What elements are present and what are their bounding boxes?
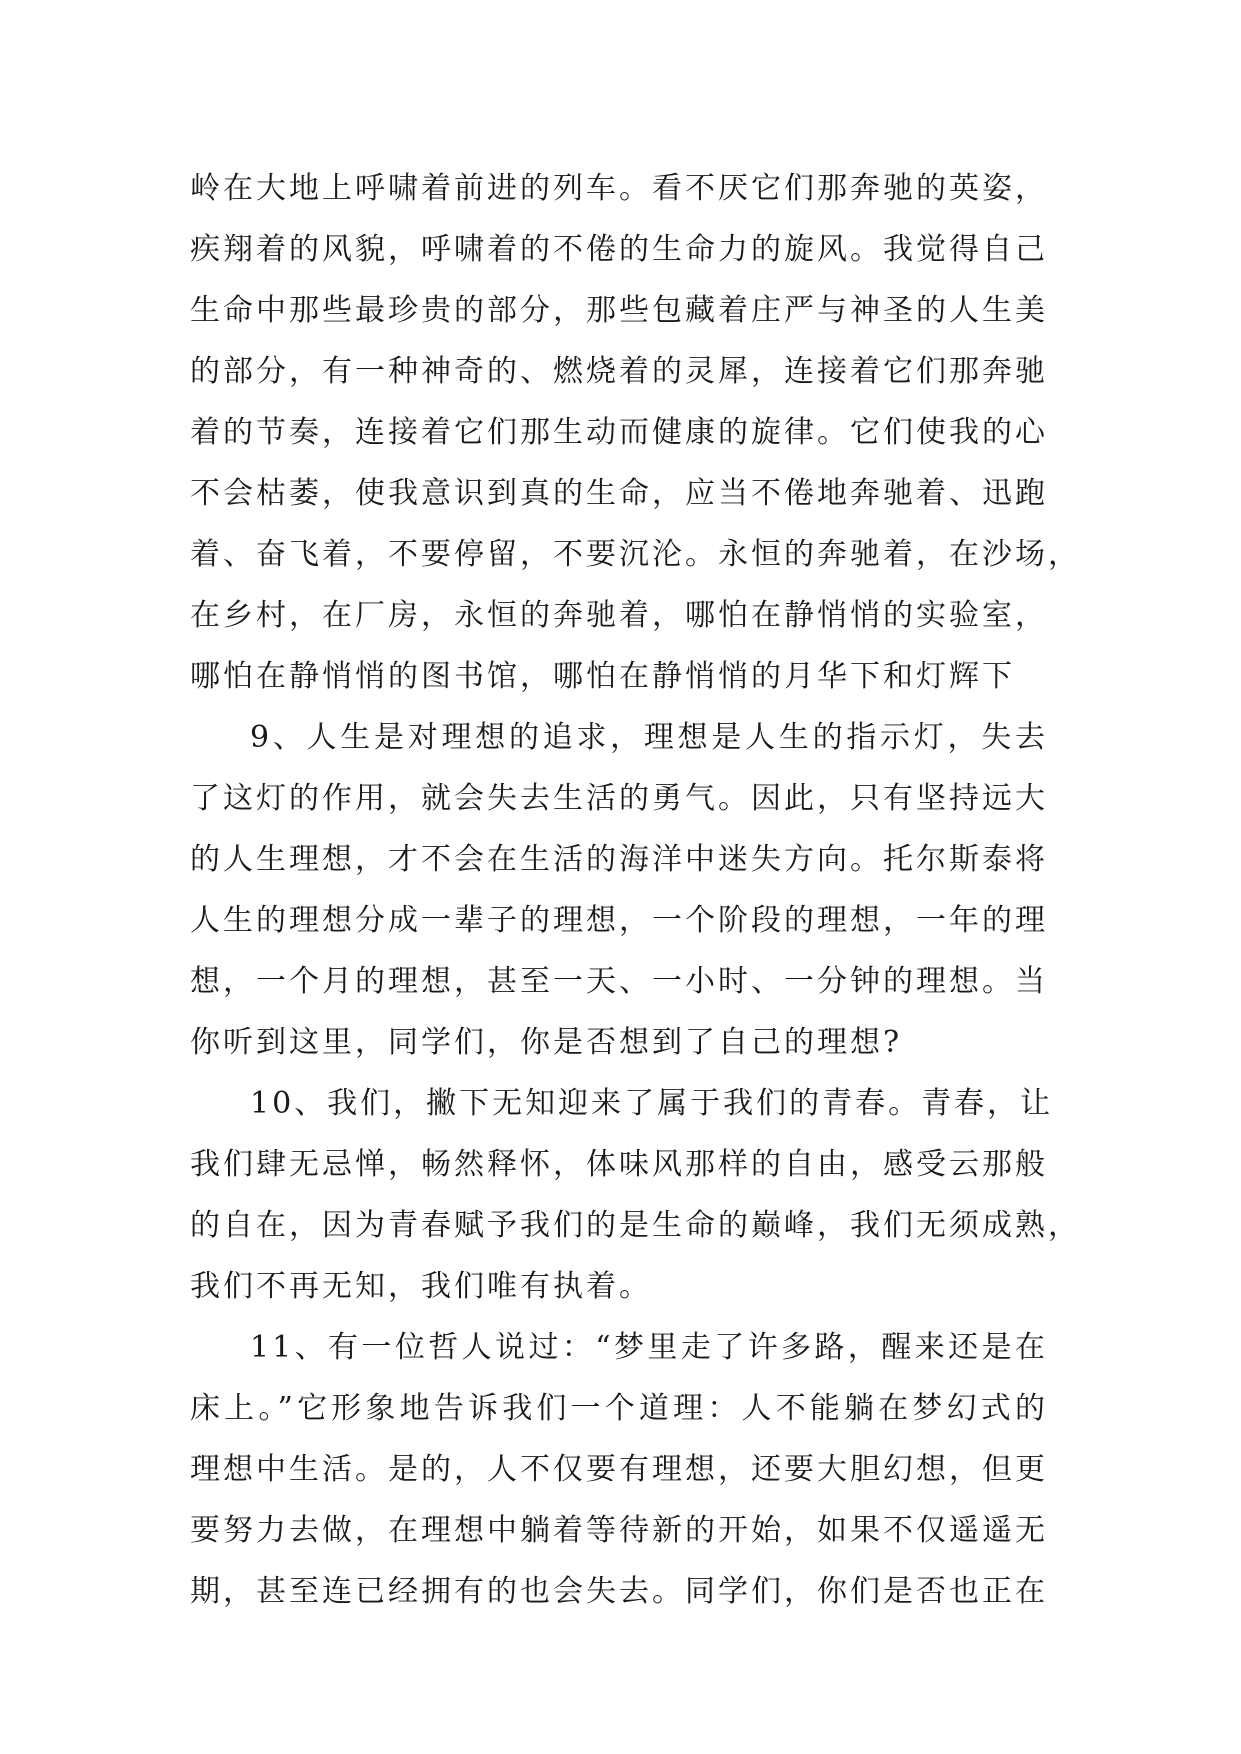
text-line: 你听到这里，同学们，你是否想到了自己的理想?: [190, 1025, 903, 1060]
text-line: 哪怕在静悄悄的图书馆，哪怕在静悄悄的月华下和灯辉下: [190, 659, 1015, 694]
paragraph-9: [190, 707, 1048, 1073]
text-line: 疾翔着的风貌，呼啸着的不倦的生命力的旋风。我觉得自己: [190, 232, 1048, 267]
text-line: 想，一个月的理想，甚至一天、一小时、一分钟的理想。当: [190, 964, 1048, 999]
text-line: 9、人生是对理想的追求，理想是人生的指示灯，失去: [250, 720, 1048, 755]
text-line: 期，甚至连已经拥有的也会失去。同学们，你们是否也正在: [190, 1574, 1048, 1609]
paragraph-10: [190, 1073, 1081, 1317]
text-line: 人生的理想分成一辈子的理想，一个阶段的理想，一年的理: [190, 903, 1048, 938]
text-line: 不会枯萎，使我意识到真的生命，应当不倦地奔驰着、迅跑: [190, 476, 1048, 511]
text-line: 的人生理想，才不会在生活的海洋中迷失方向。托尔斯泰将: [190, 842, 1048, 877]
text-line: 着的节奏，连接着它们那生动而健康的旋律。它们使我的心: [190, 415, 1048, 450]
document-body: [190, 158, 1081, 1622]
text-line: 的部分，有一种神奇的、燃烧着的灵犀，连接着它们那奔驰: [190, 354, 1048, 389]
text-line: 在乡村，在厂房，永恒的奔驰着，哪怕在静悄悄的实验室，: [190, 598, 1048, 633]
text-line: 我们不再无知，我们唯有执着。: [190, 1269, 652, 1304]
text-line: 我们肆无忌惮，畅然释怀，体味风那样的自由，感受云那般: [190, 1147, 1048, 1182]
text-line: 11、有一位哲人说过：“梦里走了许多路，醒来还是在: [250, 1330, 1048, 1365]
text-line: 床上。”它形象地告诉我们一个道理：人不能躺在梦幻式的: [190, 1391, 1048, 1426]
paragraph-8-continued: [190, 158, 1081, 707]
text-line: 着、奋飞着，不要停留，不要沉沦。永恒的奔驰着，在沙场，: [190, 537, 1081, 572]
text-line: 了这灯的作用，就会失去生活的勇气。因此，只有坚持远大: [190, 781, 1048, 816]
text-line: 要努力去做，在理想中躺着等待新的开始，如果不仅遥遥无: [190, 1513, 1048, 1548]
text-line: 10、我们，撇下无知迎来了属于我们的青春。青春，让: [250, 1086, 1054, 1121]
text-line: 生命中那些最珍贵的部分，那些包藏着庄严与神圣的人生美: [190, 293, 1048, 328]
paragraph-11: [190, 1317, 1048, 1622]
text-line: 的自在，因为青春赋予我们的是生命的巅峰，我们无须成熟，: [190, 1208, 1081, 1243]
text-line: 理想中生活。是的，人不仅要有理想，还要大胆幻想，但更: [190, 1452, 1048, 1487]
text-line: 岭在大地上呼啸着前进的列车。看不厌它们那奔驰的英姿，: [190, 171, 1048, 206]
